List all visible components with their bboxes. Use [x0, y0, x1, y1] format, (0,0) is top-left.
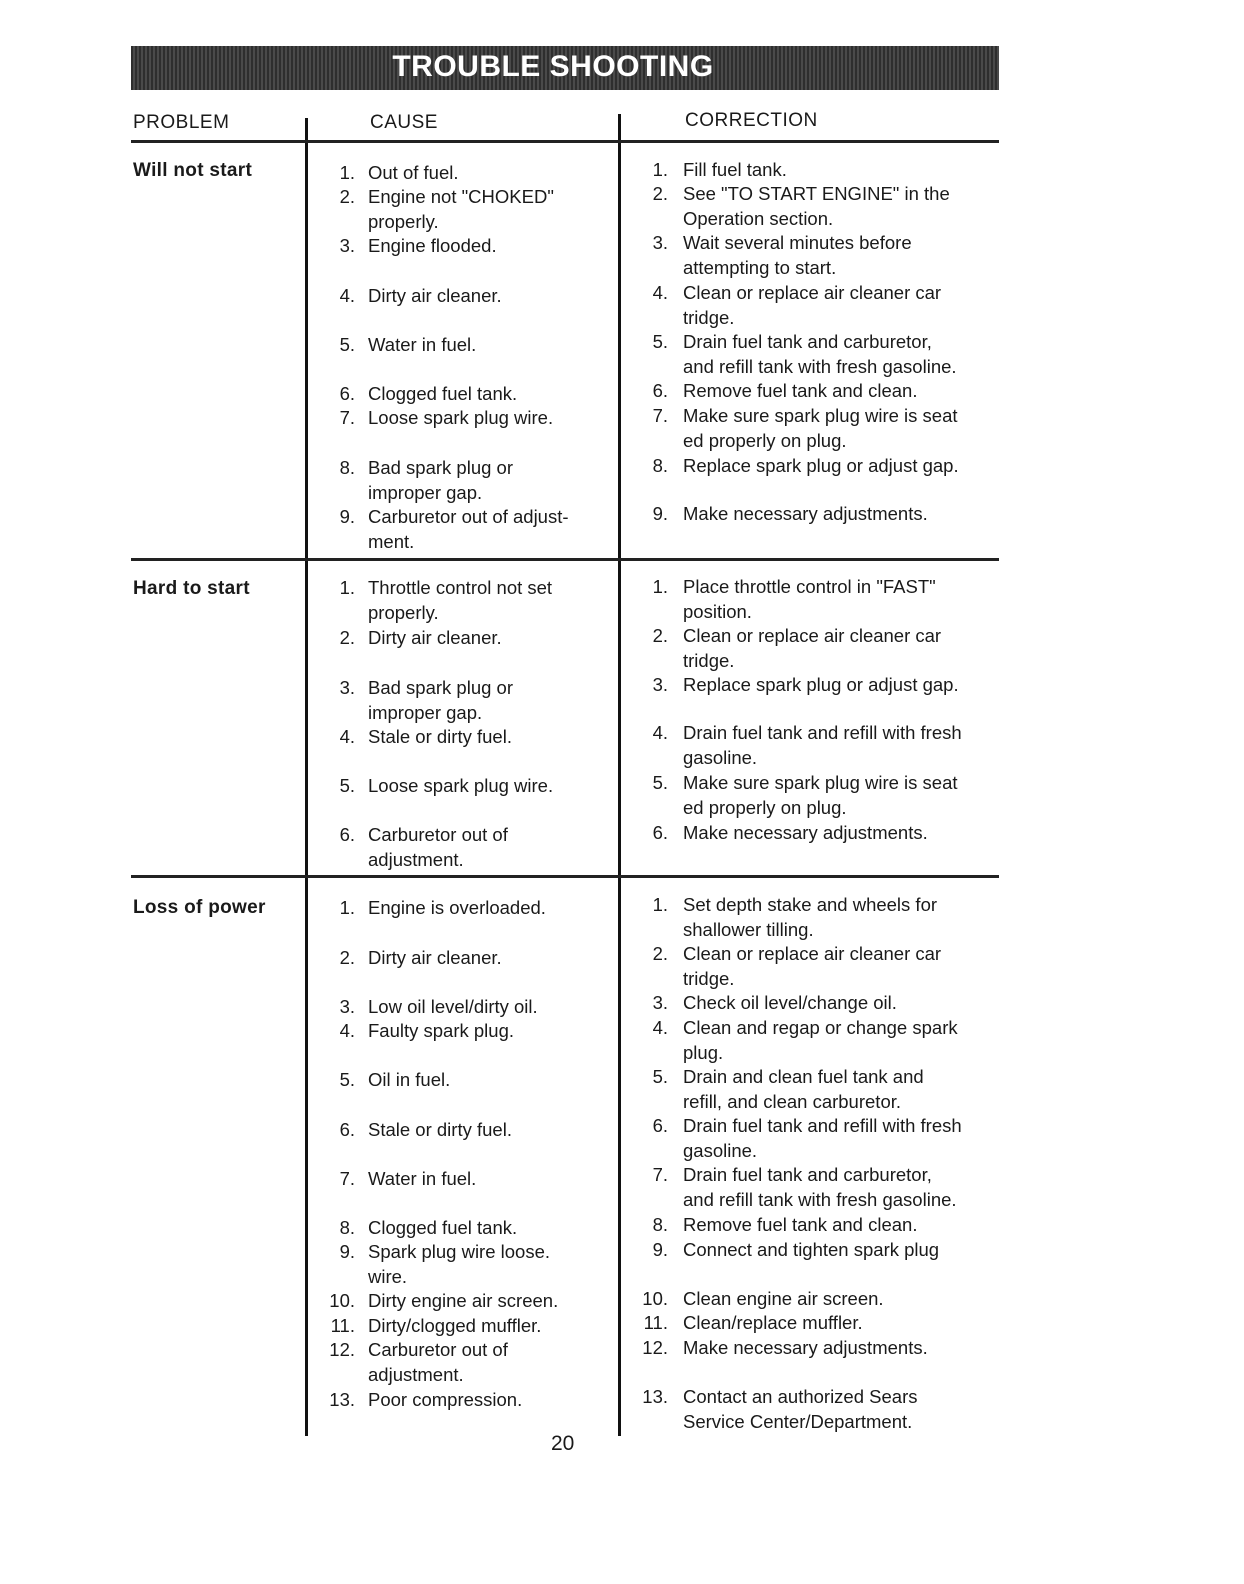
cause-text: Low oil level/dirty oil. — [368, 996, 538, 1017]
cause-number: 11. — [330, 1315, 355, 1336]
correction-text: Remove fuel tank and clean. — [683, 1214, 918, 1235]
cause-number: 12. — [329, 1339, 355, 1360]
cause-number: 8. — [339, 457, 355, 478]
correction-number: 3. — [652, 992, 668, 1013]
cause-number: 9. — [339, 506, 355, 527]
correction-text: Drain fuel tank and refill with fresh gasoline. — [683, 1115, 962, 1161]
column-divider-right — [618, 114, 621, 1436]
cause-text: Loose spark plug wire. — [368, 775, 554, 796]
correction-number: 1. — [652, 159, 668, 180]
cause-number: 3. — [339, 996, 355, 1017]
cause-text: Oil in fuel. — [368, 1069, 451, 1090]
problem-label: Will not start — [133, 160, 253, 181]
cause-text: Engine is overloaded. — [368, 897, 546, 918]
correction-number: 1. — [652, 576, 668, 597]
cause-text: Carburetor out of adjust- ment. — [368, 506, 569, 552]
problem-header: PROBLEM — [133, 112, 230, 133]
correction-header: CORRECTION — [685, 110, 818, 131]
cause-text: Clogged fuel tank. — [368, 383, 518, 404]
cause-text: Water in fuel. — [368, 334, 477, 355]
page-number: 20 — [551, 1432, 575, 1455]
correction-number: 8. — [652, 455, 668, 476]
cause-text: Loose spark plug wire. — [368, 407, 554, 428]
correction-text: Set depth stake and wheels for shallower tilling. — [683, 894, 938, 940]
correction-number: 6. — [652, 1115, 668, 1136]
cause-number: 5. — [339, 1069, 355, 1090]
cause-header: CAUSE — [370, 112, 438, 133]
cause-number: 6. — [339, 1119, 355, 1140]
cause-text: Spark plug wire loose. wire. — [368, 1241, 551, 1287]
correction-number: 6. — [652, 822, 668, 843]
correction-text: Clean or replace air cleaner car tridge. — [683, 943, 942, 989]
correction-text: Make necessary adjustments. — [683, 822, 928, 843]
correction-number: 4. — [652, 722, 668, 743]
correction-text: Make sure spark plug wire is seat ed properly on plug. — [683, 772, 958, 818]
cause-text: Bad spark plug or improper gap. — [368, 457, 514, 503]
correction-number: 4. — [652, 282, 668, 303]
problem-label: Loss of power — [133, 897, 266, 918]
correction-text: Make necessary adjustments. — [683, 503, 928, 524]
correction-number: 5. — [652, 1066, 668, 1087]
cause-number: 7. — [339, 407, 355, 428]
correction-number: 12. — [642, 1337, 668, 1358]
cause-text: Carburetor out of adjustment. — [368, 1339, 508, 1385]
correction-number: 11. — [643, 1312, 668, 1333]
page-title: TROUBLE SHOOTING — [392, 50, 714, 83]
cause-text: Dirty air cleaner. — [368, 947, 502, 968]
correction-number: 2. — [652, 183, 668, 204]
correction-text: Drain fuel tank and carburetor, and refill tank with fresh gasoline. — [683, 1164, 957, 1210]
problem-label: Hard to start — [133, 578, 250, 599]
correction-number: 8. — [652, 1214, 668, 1235]
cause-number: 7. — [339, 1168, 355, 1189]
cause-text: Engine flooded. — [368, 235, 497, 256]
correction-number: 10. — [642, 1288, 668, 1309]
cause-text: Clogged fuel tank. — [368, 1217, 518, 1238]
correction-text: Clean or replace air cleaner car tridge. — [683, 625, 942, 671]
cause-number: 3. — [339, 677, 355, 698]
cause-number: 6. — [339, 824, 355, 845]
cause-text: Stale or dirty fuel. — [368, 1119, 512, 1140]
cause-text: Dirty engine air screen. — [368, 1290, 559, 1311]
correction-text: Drain fuel tank and refill with fresh gasoline. — [683, 722, 962, 768]
correction-number: 7. — [652, 1164, 668, 1185]
cause-number: 4. — [339, 1020, 355, 1041]
cause-number: 1. — [339, 897, 355, 918]
cause-text: Dirty air cleaner. — [368, 285, 502, 306]
cause-number: 10. — [329, 1290, 355, 1311]
correction-number: 7. — [652, 405, 668, 426]
correction-text: Replace spark plug or adjust gap. — [683, 455, 959, 476]
correction-text: Check oil level/change oil. — [683, 992, 897, 1013]
correction-number: 3. — [652, 232, 668, 253]
correction-text: Make sure spark plug wire is seat ed properly on plug. — [683, 405, 958, 451]
cause-number: 2. — [339, 627, 355, 648]
cause-number: 4. — [339, 285, 355, 306]
cause-number: 9. — [339, 1241, 355, 1262]
column-divider-left — [305, 118, 308, 1436]
cause-text: Poor compression. — [368, 1389, 523, 1410]
correction-text: Connect and tighten spark plug — [683, 1239, 940, 1260]
correction-text: Contact an authorized Sears Service Center/Department. — [683, 1386, 918, 1432]
cause-text: Faulty spark plug. — [368, 1020, 515, 1041]
cause-number: 4. — [339, 726, 355, 747]
correction-text: Drain fuel tank and carburetor, and refill tank with fresh gasoline. — [683, 331, 957, 377]
cause-number: 3. — [339, 235, 355, 256]
correction-text: Make necessary adjustments. — [683, 1337, 928, 1358]
correction-text: Replace spark plug or adjust gap. — [683, 674, 959, 695]
correction-text: Clean/replace muffler. — [683, 1312, 863, 1333]
cause-number: 6. — [339, 383, 355, 404]
cause-number: 2. — [339, 947, 355, 968]
correction-number: 2. — [652, 625, 668, 646]
correction-number: 3. — [652, 674, 668, 695]
cause-text: Dirty air cleaner. — [368, 627, 502, 648]
correction-number: 1. — [652, 894, 668, 915]
cause-number: 2. — [339, 186, 355, 207]
correction-number: 4. — [652, 1017, 668, 1038]
cause-text: Dirty/clogged muffler. — [368, 1315, 542, 1336]
cause-number: 1. — [339, 577, 355, 598]
cause-number: 5. — [339, 334, 355, 355]
correction-number: 9. — [652, 503, 668, 524]
correction-number: 9. — [652, 1239, 668, 1260]
correction-text: Place throttle control in "FAST" position. — [683, 576, 936, 622]
correction-text: See "TO START ENGINE" in the Operation section. — [683, 183, 950, 229]
cause-text: Bad spark plug or improper gap. — [368, 677, 514, 723]
cause-text: Throttle control not set properly. — [368, 577, 553, 623]
correction-text: Fill fuel tank. — [683, 159, 787, 180]
cause-number: 5. — [339, 775, 355, 796]
correction-text: Clean or replace air cleaner car tridge. — [683, 282, 942, 328]
cause-number: 13. — [329, 1389, 355, 1410]
cause-text: Stale or dirty fuel. — [368, 726, 512, 747]
correction-text: Drain and clean fuel tank and refill, and clean carburetor. — [683, 1066, 924, 1112]
cause-text: Out of fuel. — [368, 162, 459, 183]
cause-text: Engine not "CHOKED" properly. — [368, 186, 554, 232]
section-rule-1 — [131, 558, 999, 561]
correction-number: 2. — [652, 943, 668, 964]
title-banner — [131, 46, 999, 90]
cause-number: 1. — [339, 162, 355, 183]
correction-text: Remove fuel tank and clean. — [683, 380, 918, 401]
cause-number: 8. — [339, 1217, 355, 1238]
correction-number: 6. — [652, 380, 668, 401]
correction-number: 5. — [652, 331, 668, 352]
correction-text: Clean and regap or change spark plug. — [683, 1017, 958, 1063]
correction-text: Wait several minutes before attempting to start. — [683, 232, 912, 278]
correction-number: 5. — [652, 772, 668, 793]
correction-text: Clean engine air screen. — [683, 1288, 884, 1309]
cause-text: Water in fuel. — [368, 1168, 477, 1189]
cause-text: Carburetor out of adjustment. — [368, 824, 508, 870]
header-rule — [131, 140, 999, 143]
correction-number: 13. — [642, 1386, 668, 1407]
section-rule-2 — [131, 875, 999, 878]
